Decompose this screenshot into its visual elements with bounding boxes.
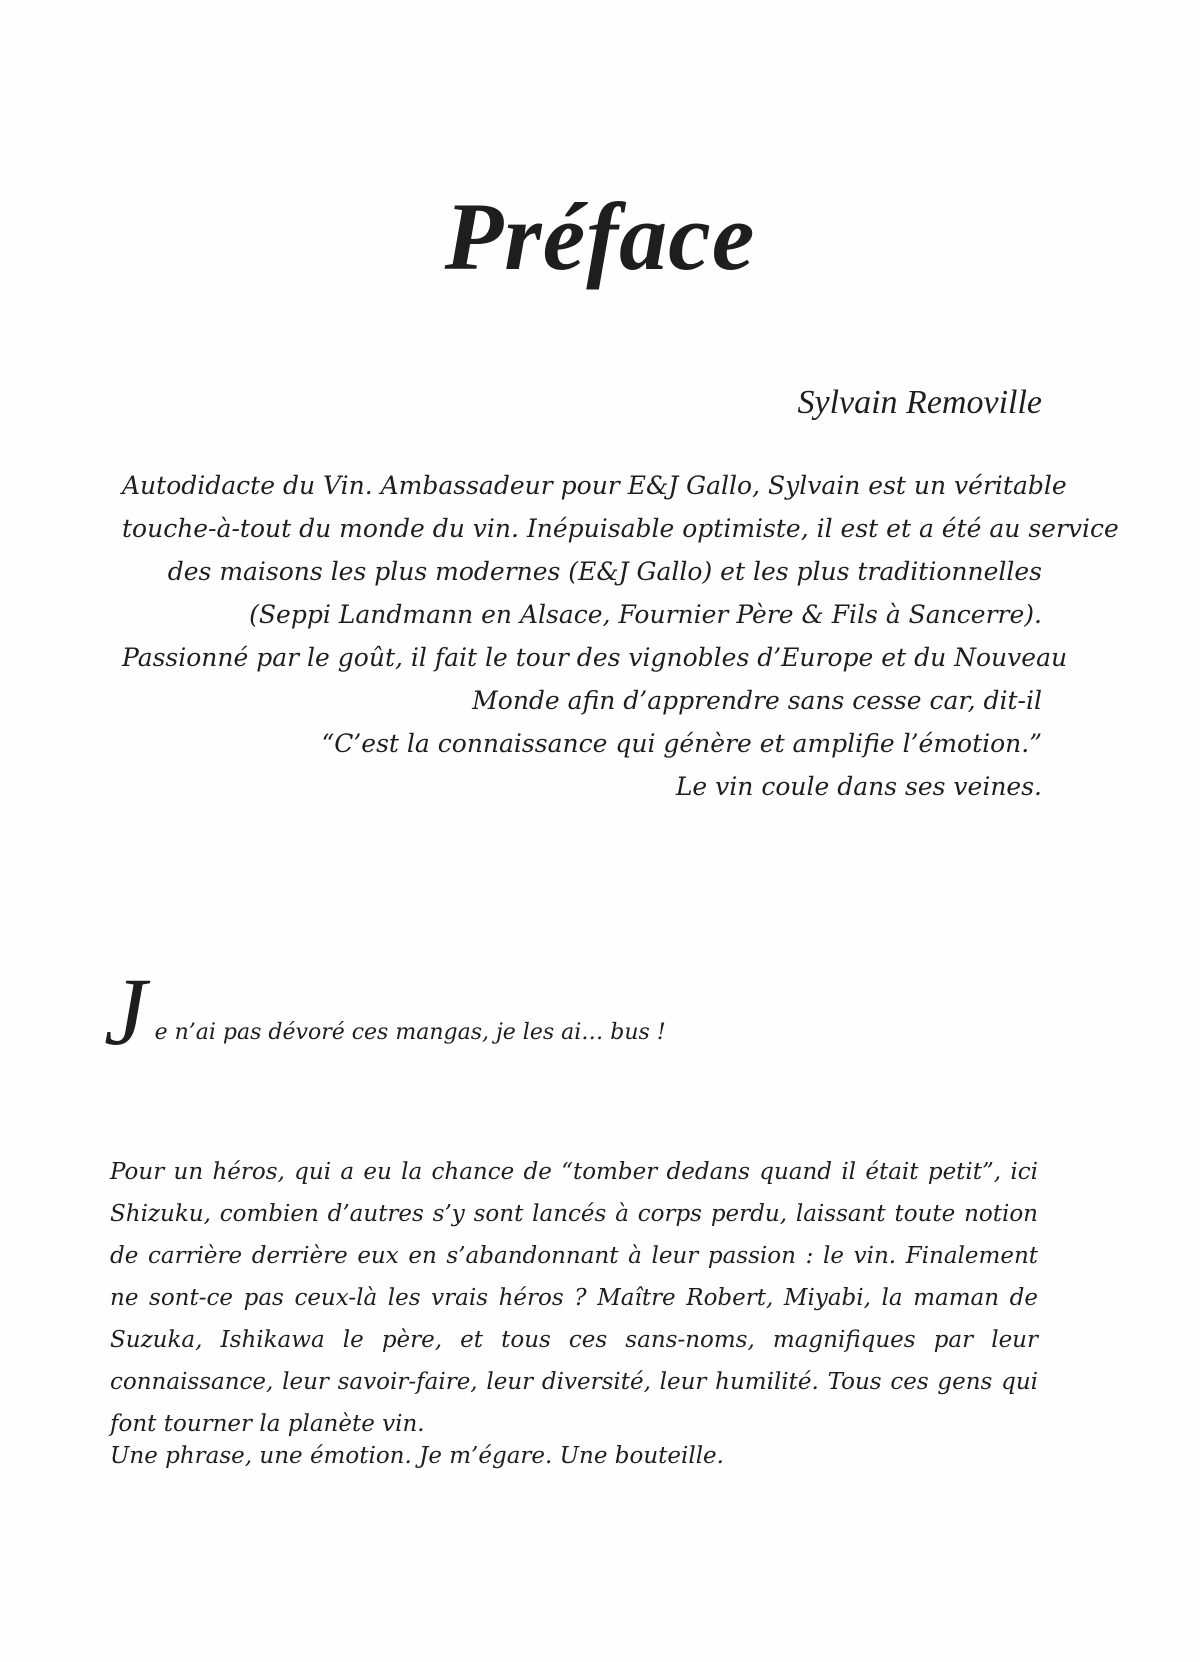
bio-line: “C’est la connaissance qui génère et amplifie l’émotion.” [321, 729, 1042, 758]
body-paragraph: Pour un héros, qui a eu la chance de “tomber dedans quand il était petit”, ici Shizuku, combien d’autres s’y sont lancés à corps perdu, laissant toute notion de carrière derrière eux en s’abandonnant à leur passion : le vin. Finalement ne sont-ce pas ceux-là les vrais héros ? Maître Robert, Miyabi, la maman de Suzuka, Ishikawa le père, et tous ces sans-noms, magnifiques par leur connaissance, leur savoir-faire, leur diversité, leur humilité. Tous ces gens qui font tourner la planète vin. [110, 1159, 1038, 1437]
bio-line: touche-à-tout du monde du vin. Inépuisable optimiste, il est et a été au service [122, 514, 1119, 543]
bio-line: Autodidacte du Vin. Ambassadeur pour E&J Gallo, Sylvain est un véritable [122, 471, 1067, 500]
bio-line: Le vin coule dans ses veines. [675, 772, 1042, 801]
bio-line: (Seppi Landmann en Alsace, Fournier Père & Fils à Sancerre). [249, 600, 1042, 629]
closing-line: Une phrase, une émotion. Je m’égare. Une bouteille. [110, 1443, 724, 1469]
opening-text: e n’ai pas dévoré ces mangas, je les ai… bus ! [154, 1020, 666, 1045]
author-name: Sylvain Removille [797, 384, 1042, 421]
bio-line: des maisons les plus modernes (E&J Gallo) et les plus traditionnelles [167, 557, 1042, 586]
page-title: Préface [444, 183, 756, 291]
bio-line: Passionné par le goût, il fait le tour des vignobles d’Europe et du Nouveau [122, 643, 1068, 672]
author-bio [122, 464, 1119, 808]
drop-cap: J [104, 958, 147, 1065]
opening-line [104, 958, 1054, 1065]
bio-line: Monde afin d’apprendre sans cesse car, dit-il [472, 686, 1042, 715]
